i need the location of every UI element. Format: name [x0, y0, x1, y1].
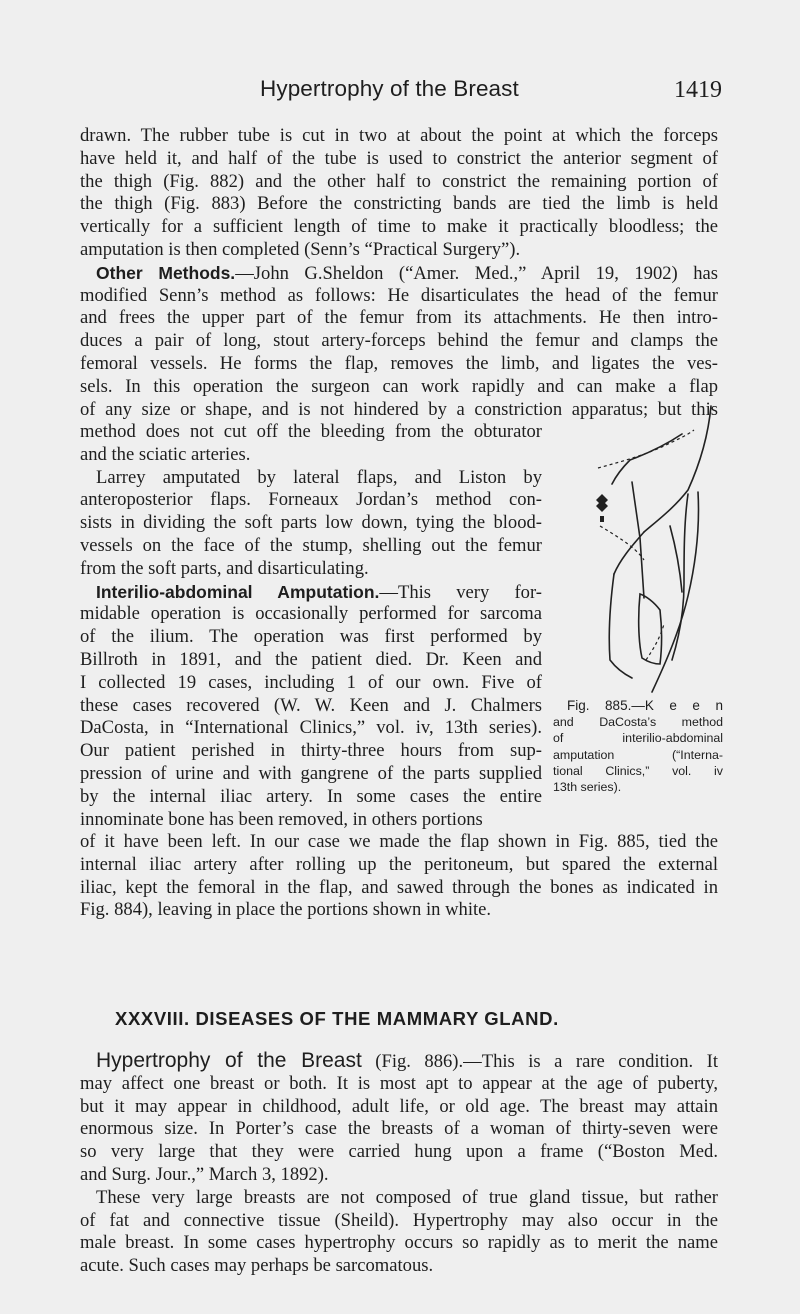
line-text: DaCosta, in “International Clinics,” vol. iv, 13th series).	[80, 717, 542, 739]
line-text: sels. In this operation the surgeon can work rapidly and can make a flap	[80, 375, 718, 397]
running-head	[0, 76, 800, 110]
page-number: 1419	[674, 77, 722, 103]
line-text: amputation is then completed (Senn’s “Practical Surgery”).	[80, 238, 521, 260]
line-text: amputation (“Interna-	[553, 747, 723, 762]
text-line	[553, 698, 723, 714]
line-text: of interilio-abdominal	[553, 731, 723, 746]
text-line	[80, 854, 718, 877]
line-text: and Surg. Jour.,” March 3, 1892).	[80, 1163, 329, 1185]
text-line	[553, 747, 723, 763]
text-line	[80, 672, 542, 695]
text-line	[80, 330, 718, 353]
text-line	[80, 1141, 718, 1164]
text-line	[80, 1164, 718, 1187]
text-line	[80, 421, 542, 444]
line-text: innominate bone has been removed, in others portions	[80, 808, 483, 830]
line-text: the thigh (Fig. 882) and the other half to constrict the remaining portion of	[80, 170, 718, 192]
line-text: drawn. The rubber tube is cut in two at about the point at which the forceps	[80, 125, 718, 146]
text-line	[80, 262, 718, 285]
figure-caption	[553, 698, 723, 795]
line-text: sists in dividing the soft parts low down, tying the blood-	[80, 512, 542, 534]
line-text: 13th series).	[553, 779, 622, 794]
text-line	[80, 444, 542, 467]
line-text: modified Senn’s method as follows: He disarticulates the head of the femur	[80, 284, 718, 306]
paragraph-block-interilio	[80, 421, 542, 831]
text-line	[80, 717, 542, 740]
line-text: Larrey amputated by lateral flaps, and Liston by	[96, 466, 542, 488]
figure-885	[580, 398, 720, 696]
text-line	[80, 1050, 718, 1073]
line-text: femoral vessels. He forms the flap, removes the limb, and ligates the ves-	[80, 352, 718, 374]
text-line	[80, 809, 542, 832]
running-title: Hypertrophy of the Breast	[260, 76, 519, 101]
text-line	[80, 695, 542, 718]
text-line	[80, 467, 542, 490]
text-line	[80, 1210, 718, 1233]
text-line	[80, 216, 718, 239]
text-line	[80, 1187, 718, 1210]
text-line	[553, 779, 723, 795]
line-text: by the internal iliac artery. In some cases the entire	[80, 785, 542, 807]
line-text: midable operation is occasionally performed for sarcoma	[80, 603, 542, 625]
line-text: duces a pair of long, stout artery-forceps behind the femur and clamps the	[80, 330, 718, 352]
text-line	[80, 603, 542, 626]
line-text: and frees the upper part of the femur from its attachments. He then intro-	[80, 307, 718, 329]
text-line	[80, 831, 718, 854]
line-text: so very large that they were carried hung upon a frame (“Boston Med.	[80, 1141, 718, 1163]
line-text: These very large breasts are not composed of true gland tissue, but rather	[96, 1186, 718, 1208]
line-text: but it may appear in childhood, adult life, or old age. The breast may attain	[80, 1095, 718, 1117]
chapter-heading: XXXVIII. DISEASES OF THE MAMMARY GLAND.	[115, 1008, 559, 1029]
line-text: enormous size. In Porter’s case the breasts of a woman of thirty-seven were	[80, 1118, 718, 1140]
line-text: and DaCosta’s method	[553, 715, 723, 730]
text-line	[80, 376, 718, 399]
text-line	[80, 1118, 718, 1141]
text-line	[80, 877, 718, 900]
text-line	[80, 899, 718, 922]
text-line	[80, 786, 542, 809]
line-text: pression of urine and with gangrene of the parts supplied	[80, 762, 542, 784]
line-text: the thigh (Fig. 883) Before the constricting bands are tied the limb is held	[80, 193, 718, 215]
line-text: —This very for-	[379, 581, 542, 603]
text-line	[80, 1073, 718, 1096]
line-text: method does not cut off the bleeding from the obturator	[80, 421, 542, 442]
line-text: anteroposterior flaps. Forneaux Jordan’s method con-	[80, 489, 542, 511]
text-line	[80, 535, 542, 558]
run-in-heading: Interilio-abdominal Amputation.	[96, 581, 380, 602]
line-text: of fat and connective tissue (Sheild). Hypertrophy may also occur in the	[80, 1209, 718, 1231]
line-text: of any size or shape, and is not hindered by a constriction apparatus; but this	[80, 398, 718, 420]
line-text: of it have been left. In our case we made the flap shown in Fig. 885, tied the	[80, 831, 718, 852]
line-text: have held it, and half of the tube is used to constrict the anterior segment of	[80, 147, 718, 169]
text-line	[80, 763, 542, 786]
text-line	[80, 649, 542, 672]
text-line	[80, 1232, 718, 1255]
line-text: I collected 19 cases, including 1 of our own. Five of	[80, 671, 542, 693]
text-line	[80, 558, 542, 581]
text-line	[553, 730, 723, 746]
line-text: of the ilium. The operation was first performed by	[80, 626, 542, 648]
text-line	[80, 1096, 718, 1119]
line-text: male breast. In some cases hypertrophy occurs so rapidly as to merit the name	[80, 1232, 718, 1254]
line-text: Fig. 884), leaving in place the portions shown in white.	[80, 899, 492, 921]
paragraph-block-senn-sheldon	[80, 125, 718, 421]
line-text: may affect one breast or both. It is most apt to appear at the age of puberty,	[80, 1072, 718, 1094]
line-text: internal iliac artery after rolling up the peritoneum, but spared the external	[80, 853, 718, 875]
line-text: acute. Such cases may perhaps be sarcomatous.	[80, 1255, 434, 1277]
text-line	[80, 489, 542, 512]
text-line	[80, 285, 718, 308]
text-line	[553, 714, 723, 730]
text-line	[80, 740, 542, 763]
text-line	[80, 1255, 718, 1278]
text-line	[80, 626, 542, 649]
text-line	[80, 307, 718, 330]
text-line	[80, 125, 718, 148]
line-text: Fig. 885.—K e e n	[567, 698, 723, 713]
run-in-heading: Other Methods.	[96, 262, 236, 283]
line-text: iliac, kept the femoral in the flap, and sawed through the bones as indicated in	[80, 876, 718, 898]
line-text: tional Clinics,” vol. iv	[553, 763, 723, 778]
line-text: these cases recovered (W. W. Keen and J. Chalmers	[80, 694, 542, 716]
line-text: Our patient perished in thirty-three hours from sup-	[80, 740, 542, 762]
text-line	[80, 148, 718, 171]
line-text: Billroth in 1891, and the patient died. Dr. Keen and	[80, 648, 542, 670]
text-line	[80, 581, 542, 604]
paragraph-block-hypertrophy	[80, 1050, 718, 1278]
line-text: (Fig. 886).—This is a rare condition. It	[361, 1051, 718, 1072]
line-text: vessels on the face of the stump, shelling out the femur	[80, 534, 542, 556]
run-in-heading: Hypertrophy of the Breast	[96, 1049, 362, 1072]
text-line	[80, 512, 542, 535]
text-line	[553, 763, 723, 779]
line-text: —John G.Sheldon (“Amer. Med.,” April 19, 1902) has	[235, 262, 718, 284]
paragraph-block-case	[80, 831, 718, 922]
line-text: vertically for a sufficient length of time to make it practically bloodless; the	[80, 216, 718, 238]
text-line	[80, 193, 718, 216]
line-text: and the sciatic arteries.	[80, 443, 251, 465]
text-line	[80, 171, 718, 194]
line-text: from the soft parts, and disarticulating.	[80, 557, 369, 579]
text-line	[80, 353, 718, 376]
text-line	[80, 239, 718, 262]
pelvic-bone-outline-icon	[580, 398, 720, 696]
